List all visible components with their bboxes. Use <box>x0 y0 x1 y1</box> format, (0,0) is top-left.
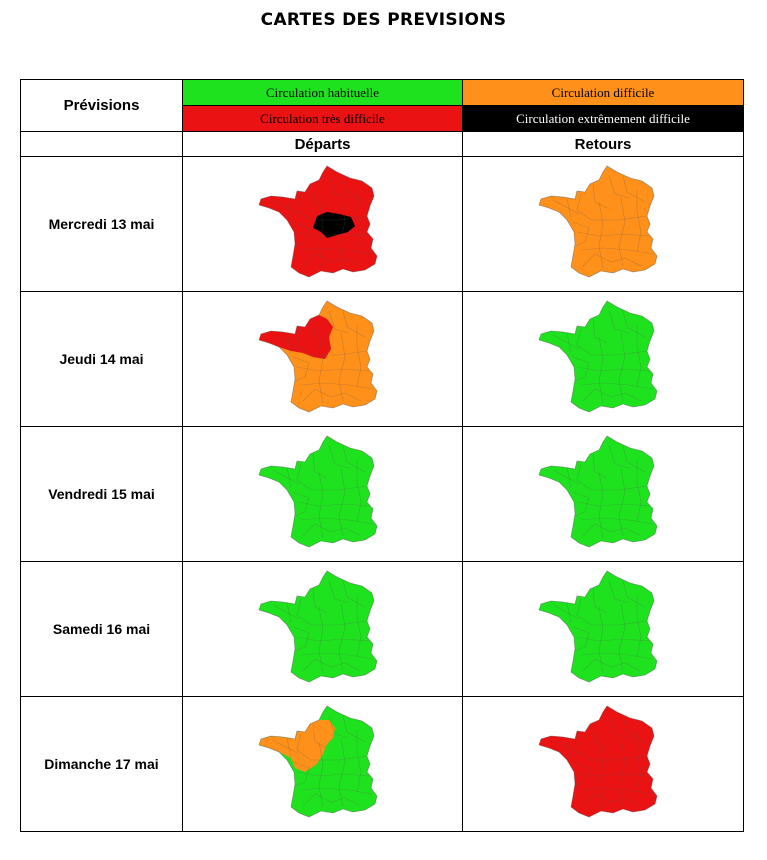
departs-map-cell <box>183 157 463 292</box>
retours-map-cell <box>463 427 744 562</box>
day-label: Jeudi 14 mai <box>21 292 183 427</box>
forecast-row-mercredi <box>21 157 744 292</box>
day-label: Mercredi 13 mai <box>21 157 183 292</box>
forecast-row-vendredi <box>21 427 744 562</box>
forecast-row-jeudi <box>21 292 744 427</box>
retours-map-cell <box>463 697 744 832</box>
france-shape <box>539 571 657 682</box>
france-map-departs <box>253 297 393 421</box>
france-map-retours <box>533 162 673 286</box>
retours-map-cell <box>463 157 744 292</box>
france-shape <box>539 166 657 277</box>
france-shape <box>259 571 377 682</box>
departs-map-cell <box>183 562 463 697</box>
departs-map-cell <box>183 292 463 427</box>
france-map-departs <box>253 162 393 286</box>
day-label: Samedi 16 mai <box>21 562 183 697</box>
france-map-retours <box>533 702 673 826</box>
france-map-retours <box>533 297 673 421</box>
retours-map-cell <box>463 292 744 427</box>
france-map-departs <box>253 567 393 691</box>
france-shape <box>539 301 657 412</box>
france-shape <box>539 436 657 547</box>
departs-header: Départs <box>183 132 463 157</box>
legend-circulation-tres-difficile: Circulation très difficile <box>183 106 463 132</box>
previsions-header: Prévisions <box>21 80 183 132</box>
legend-circulation-extremement-difficile: Circulation extrêmement difficile <box>463 106 744 132</box>
retours-header: Retours <box>463 132 744 157</box>
legend-circulation-habituelle: Circulation habituelle <box>183 80 463 106</box>
france-map-departs <box>253 432 393 556</box>
forecast-row-samedi <box>21 562 744 697</box>
france-map-retours <box>533 432 673 556</box>
forecast-table <box>20 79 744 832</box>
empty-header-cell <box>21 132 183 157</box>
retours-map-cell <box>463 562 744 697</box>
day-label: Dimanche 17 mai <box>21 697 183 832</box>
forecast-row-dimanche <box>21 697 744 832</box>
legend-circulation-difficile: Circulation difficile <box>463 80 744 106</box>
departs-map-cell <box>183 427 463 562</box>
page-title: CARTES DES PREVISIONS <box>260 10 507 30</box>
france-shape <box>259 436 377 547</box>
france-shape <box>539 706 657 817</box>
day-label: Vendredi 15 mai <box>21 427 183 562</box>
departs-map-cell <box>183 697 463 832</box>
france-map-retours <box>533 567 673 691</box>
france-map-departs <box>253 702 393 826</box>
